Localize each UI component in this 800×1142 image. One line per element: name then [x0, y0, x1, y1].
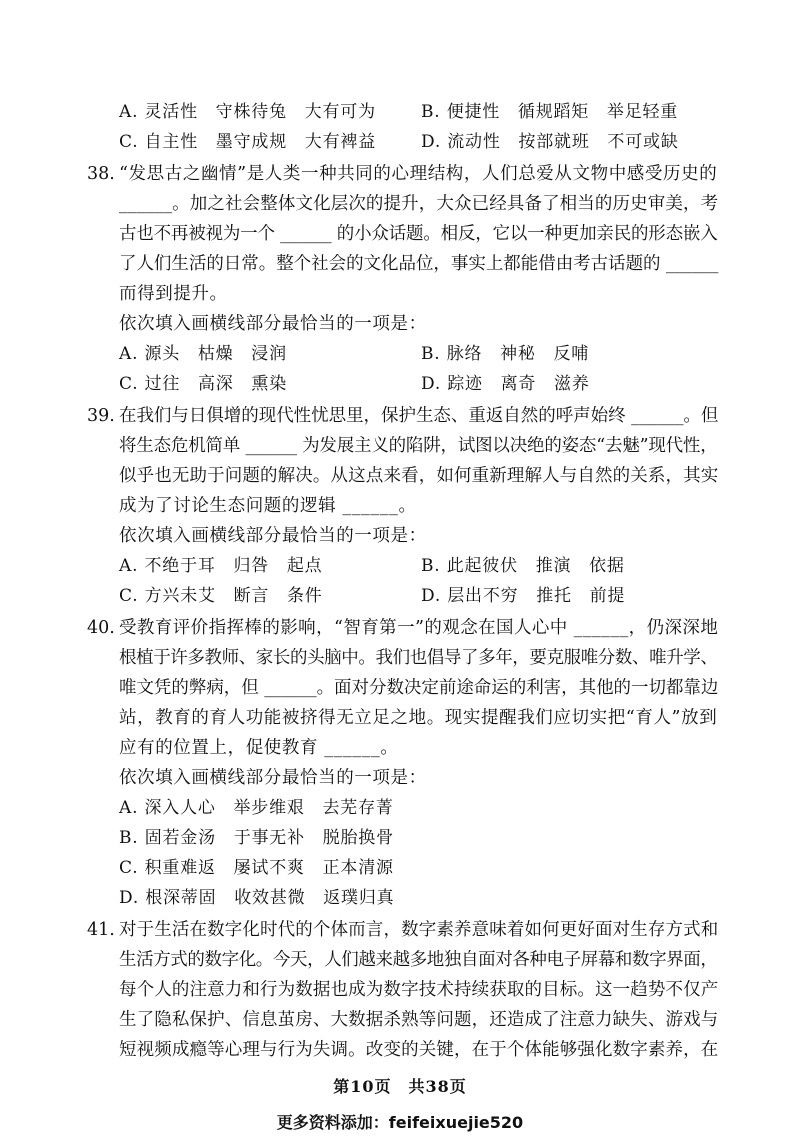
- q37-option-b: B. 便捷性 循规蹈矩 举足轻重: [421, 102, 679, 122]
- q37-option-c: C. 自主性 墨守成规 大有裨益: [119, 132, 377, 152]
- q40-line-5: 应有的位置上，促使教育 ______。: [119, 738, 399, 758]
- footer-note: 更多资料添加：feifeixuejie520: [276, 1113, 524, 1132]
- q38-line-2: ______。加之社会整体文化层次的提升，大众已经具备了相当的历史审美，考: [119, 194, 719, 214]
- q38-number: 38.: [87, 164, 115, 184]
- q40-line-3: 唯文凭的弊病，但 ______。面对分数决定前途命运的利害，其他的一切都靠边: [119, 678, 719, 698]
- q38-line-1: “发思古之幽情”是人类一种共同的心理结构，人们总爱从文物中感受历史的: [119, 164, 718, 184]
- q40-option-d: D. 根深蒂固 收效甚微 返璞归真: [119, 888, 395, 908]
- q40-option-b: B. 固若金汤 于事无补 脱胎换骨: [119, 828, 394, 848]
- q38-line-3: 古也不再被视为一个 ______ 的小众话题。相反，它以一种更加亲民的形态嵌入: [119, 224, 718, 244]
- q39-line-3: 似乎也无助于问题的解决。从这点来看，如何重新理解人与自然的关系，其实: [119, 466, 719, 486]
- q41-number: 41.: [87, 920, 115, 940]
- q39-option-d: D. 层出不穷 推托 前提: [421, 586, 626, 606]
- q39-option-c: C. 方兴未艾 断言 条件: [119, 586, 323, 606]
- q39-prompt: 依次填入画横线部分最恰当的一项是：: [119, 526, 427, 546]
- q41-line-2: 生活方式的数字化。今天，人们越来越多地独自面对各种电子屏幕和数字界面，: [119, 950, 718, 970]
- q41-line-1: 对于生活在数字化时代的个体而言，数字素养意味着如何更好面对生存方式和: [119, 920, 719, 940]
- q40-option-a: A. 深入人心 举步维艰 去芜存菁: [119, 798, 394, 818]
- page-number: 第10页 共38页: [333, 1077, 467, 1096]
- q40-option-c: C. 积重难返 屡试不爽 正本清源: [119, 858, 394, 878]
- q39-number: 39.: [87, 406, 115, 426]
- q38-option-a: A. 源头 枯燥 浸润: [119, 344, 287, 364]
- q39-line-2: 将生态危机简单 ______ 为发展主义的陷阱，试图以决绝的姿态“去魅”现代性，: [119, 436, 718, 456]
- q40-number: 40.: [87, 618, 115, 638]
- q41-line-3: 每个人的注意力和行为数据也成为数字技术持续获取的目标。这一趋势不仅产: [119, 980, 719, 1000]
- q37-option-d: D. 流动性 按部就班 不可或缺: [421, 132, 679, 152]
- q41-line-4: 生了隐私保护、信息茧房、大数据杀熟等问题，还造成了注意力缺失、游戏与: [119, 1010, 719, 1030]
- q38-option-d: D. 踪迹 离奇 滋养: [421, 374, 590, 394]
- q41-line-5: 短视频成瘾等心理与行为失调。改变的关键，在于个体能够强化数字素养，在: [119, 1040, 719, 1060]
- q38-line-5: 而得到提升。: [119, 284, 228, 304]
- q39-line-1: 在我们与日俱增的现代性忧思里，保护生态、重返自然的呼声始终 ______。但: [119, 406, 719, 426]
- q38-option-b: B. 脉络 神秘 反哺: [421, 344, 590, 364]
- q37-option-a: A. 灵活性 守株待兔 大有可为: [119, 102, 376, 122]
- q40-line-2: 根植于许多教师、家长的头脑中。我们也倡导了多年，要克服唯分数、唯升学、: [119, 648, 718, 668]
- q39-option-b: B. 此起彼伏 推演 依据: [421, 556, 625, 576]
- q39-option-a: A. 不绝于耳 归咎 起点: [119, 556, 323, 576]
- q38-option-c: C. 过往 高深 熏染: [119, 374, 288, 394]
- q38-line-4: 了人们生活的日常。整个社会的文化品位，事实上都能借由考古话题的 ______: [119, 254, 719, 274]
- q40-line-4: 站，教育的育人功能被挤得无立足之地。现实提醒我们应切实把“育人”放到: [119, 708, 718, 728]
- q40-line-1: 受教育评价指挥棒的影响，“智育第一”的观念在国人心中 ______，仍深深地: [119, 618, 719, 638]
- q40-prompt: 依次填入画横线部分最恰当的一项是：: [119, 768, 427, 788]
- q38-prompt: 依次填入画横线部分最恰当的一项是：: [119, 314, 427, 334]
- q39-line-4: 成为了讨论生态问题的逻辑 ______。: [119, 496, 417, 516]
